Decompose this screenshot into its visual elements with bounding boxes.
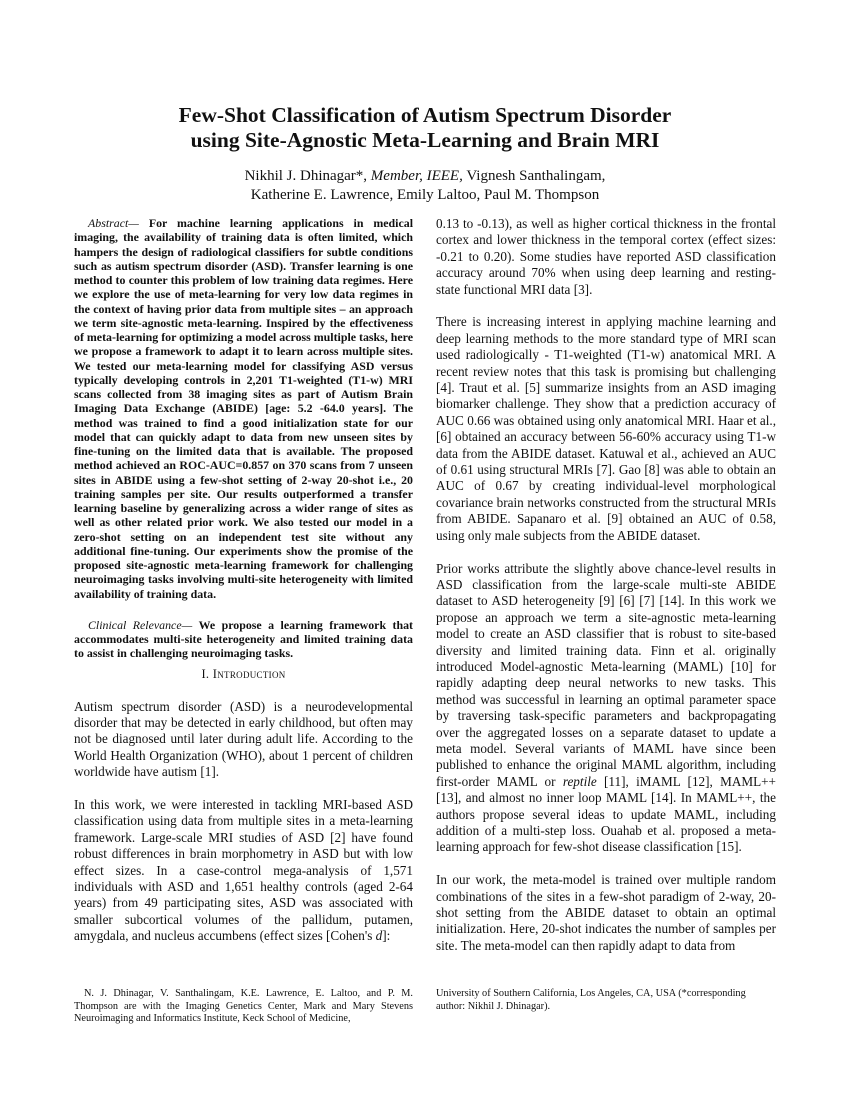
intro-paragraph-2-text-b: ]:: [382, 928, 391, 944]
title-line-2: using Site-Agnostic Meta-Learning and Brain MRI: [190, 128, 660, 152]
right-paragraph-2: There is increasing interest in applying machine learning and deep learning methods to the more standard type of MRI scan used radiologically - T1-weighted (T1-w) anatomical MRI. A recent review notes that this task is promising but challenging [4]. Traut et al. [5] summarize insights from an ASD imaging biomarker challenge. They show that a prediction accuracy of AUC 0.66 was obtained using only anatomical MRI. Haar et al., [6] obtained an accuracy between 56-60% accuracy using T1-w data from the ABIDE dataset. Katuwal et al., achieved an AUC of 0.61 using structural MRIs [7]. Gao [8] was able to obtain an AUC of 0.67 by creating individual-level morphological covariance brain networks constructed from the structural MRIs from ABIDE. Sapanaro et al. [9] obtained an AUC of 0.58, using only male subjects from the ABIDE dataset.: [436, 314, 776, 543]
footnote-affiliation-left: N. J. Dhinagar, V. Santhalingam, K.E. Lawrence, E. Laltoo, and P. M. Thompson are with the Imaging Genetics Center, Mark and Mary Stevens Neuroimaging and Informatics Institute, Keck School of Medicine,: [74, 988, 413, 1024]
intro-paragraph-1: Autism spectrum disorder (ASD) is a neurodevelopmental disorder that may be detected in early childhood, but often may not be diagnosed until later during adult life. According to the World Health Organization (WHO), about 1 percent of children worldwide have autism [1].: [74, 698, 413, 780]
title-line-1: Few-Shot Classification of Autism Spectrum Disorder: [178, 103, 672, 127]
intro-paragraph-2-text-a: In this work, we were interested in tackling MRI-based ASD classification using data from multiple sites in a meta-learning framework. Large-scale MRI studies of ASD [2] have found robust differences in brain morphometry in ASD but with low effect sizes. In a case-control mega-analysis of 1,571 individuals with ASD and 1,651 healthy controls (aged 2-64 years) from 49 participating sites, ASD was associated with smaller subcortical volumes of the pallidum, putamen, amygdala, and nucleus accumbens (effect sizes [Cohen's: [74, 796, 413, 944]
clinical-relevance-label: Clinical Relevance: [88, 617, 182, 632]
authors-line-2: Katherine E. Lawrence, Emily Laltoo, Paul M. Thompson: [250, 187, 600, 203]
clinical-relevance-text: We propose a learning framework that accommodates multi-site heterogeneity and limited training data to assist in challenging neuroimaging tasks.: [74, 617, 414, 661]
right-paragraph-3-italic: reptile: [562, 773, 597, 789]
author-second: Vignesh Santhalingam,: [462, 168, 606, 184]
abstract-dash: —: [128, 216, 149, 230]
clinical-relevance: [74, 618, 413, 661]
authors-line-1: [100, 167, 750, 186]
right-paragraph-1: 0.13 to -0.13), as well as higher cortical thickness in the frontal cortex and lower thickness in the temporal cortex (effect sizes: -0.21 to 0.20). Some studies have reported ASD classification accuracy around 70% when using deep learning and resting-state functional MRI data [3].: [436, 216, 776, 297]
intro-paragraph-2: [74, 797, 413, 945]
section-number: I.: [201, 666, 210, 681]
right-paragraph-3-text-a: Prior works attribute the slightly above chance-level results in ASD classification from the large-scale multi-ste ABIDE dataset to ASD heterogeneity [9] [6] [7] [14]. In this work we propose an approach we term a site-agnostic meta-learning model to create an ASD classifier that is robust to site-based diversity and limited training data. Finn et al. originally introduced Model-agnostic Meta-learning (MAML) [10] for rapidly adapting deep neural networks to new tasks. This method was successful in learning an optimal parameter space by traversing task-specific parameters and backpropagating over the aggregated losses on a separate dataset to update a meta model. Several variants of MAML have since been published to enhance the original MAML algorithm, including first-order MAML or: [436, 560, 776, 789]
section-title: Introduction: [212, 666, 286, 681]
intro-paragraph-2-italic: d: [375, 928, 383, 944]
right-paragraph-4: In our work, the meta-model is trained over multiple random combinations of the sites in a few-shot paradigm of 2-way, 20-shot setting from the ABIDE dataset to obtain an optimal initialization. Here, 20-shot indicates the number of samples per site. The meta-model can then rapidly adapt to data from: [436, 872, 776, 953]
paper-title: [100, 103, 750, 153]
right-paragraph-3: [436, 561, 776, 856]
author-first: Nikhil J. Dhinagar*,: [244, 168, 371, 184]
clinical-relevance-dash: —: [181, 617, 199, 632]
author-membership: Member, IEEE,: [370, 168, 463, 184]
left-column: [74, 216, 413, 961]
abstract-label: Abstract: [88, 216, 129, 230]
abstract-text: For machine learning applications in medical imaging, the availability of training data is often limited, which hampers the design of radiological classifiers for subtle conditions such as autism spectrum disorder (ASD). Transfer learning is one method to counter this problem of low training data regimes. Here we explore the use of meta-learning for very low data regimes in the context of having prior data from multiple sites – an approach we term site-agnostic meta-learning. Inspired by the effectiveness of meta-learning for optimizing a model across multiple tasks, here we propose a framework to adapt it to learn across multiple sites. We tested our meta-learning model for classifying ASD versus typically developing controls in 2,201 T1-weighted (T1-w) MRI scans collected from 38 imaging sites as part of Autism Brain Imaging Data Exchange (ABIDE) [age: 5.2 -64.0 years]. The method was trained to find a good initialization state for our model that can quickly adapt to data from new unseen sites by fine-tuning on the limited data that is available. The proposed method achieved an ROC-AUC=0.857 on 370 scans from 7 unseen sites in ABIDE using a few-shot setting of 2-way 20-shot i.e., 20 training samples per site. Our results outperformed a transfer learning baseline by generalizing across a wider range of sites as well as other related prior work. We also tested our model in a zero-shot setting on an independent test site without any additional fine-tuning. Our experiments show the promise of the proposed site-agnostic meta-learning framework for challenging neuroimaging tasks involving multi-site heterogeneity with limited availability of training data.: [74, 216, 413, 601]
footnote-affiliation-right: University of Southern California, Los Angeles, CA, USA (*corresponding author: Nikhil J. Dhinagar).: [436, 988, 746, 1012]
section-heading-introduction: [74, 667, 413, 682]
right-column: [436, 216, 776, 971]
right-paragraph-3-text-b: [11], iMAML [12], MAML++ [13], and almost no inner loop MAML [14]. In MAML++, the authors propose several ideas to update MAML, including addition of a multi-step loss. Ouahab et al. proposed a meta-learning approach for few-shot disease classification [15].: [436, 773, 776, 855]
abstract: [74, 216, 413, 601]
author-list: [100, 167, 750, 205]
